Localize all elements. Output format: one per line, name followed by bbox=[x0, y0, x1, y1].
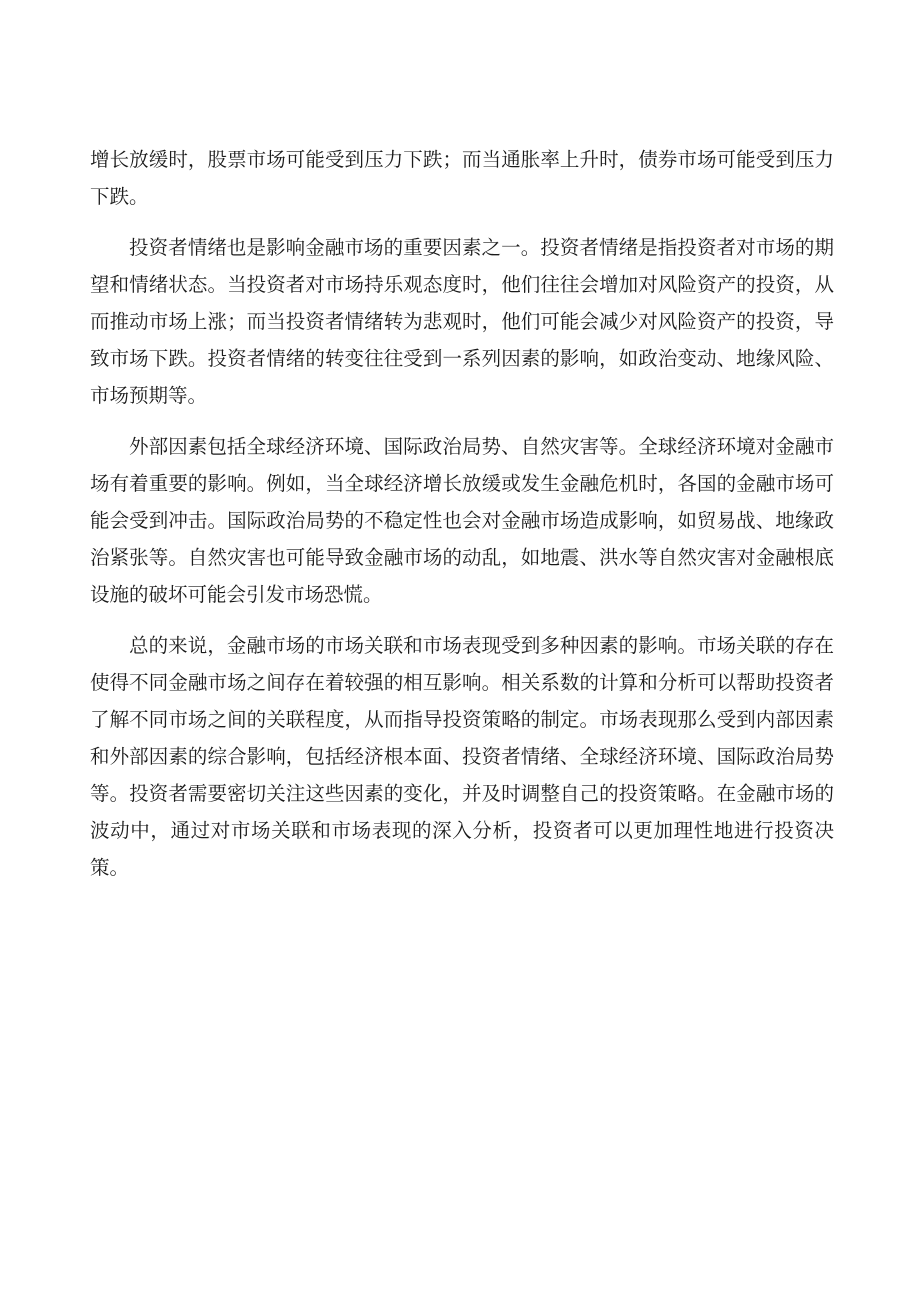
paragraph-investor-sentiment: 投资者情绪也是影响金融市场的重要因素之一。投资者情绪是指投资者对市场的期望和情绪状态。当投资者对市场持乐观态度时，他们往往会增加对风险资产的投资，从而推动市场上涨；而当投资者情绪转为悲观时，他们可能会减少对风险资产的投资，导致市场下跌。投资者情绪的转变往往受到一系列因素的影响，如政治变动、地缘风险、市场预期等。 bbox=[90, 236, 834, 407]
document-body bbox=[90, 141, 834, 900]
paragraph-conclusion: 总的来说，金融市场的市场关联和市场表现受到多种因素的影响。市场关联的存在使得不同金融市场之间存在着较强的相互影响。相关系数的计算和分析可以帮助投资者了解不同市场之间的关联程度，从而指导投资策略的制定。市场表现那么受到内部因素和外部因素的综合影响，包括经济根本面、投资者情绪、全球经济环境、国际政治局势等。投资者需要密切关注这些因素的变化，并及时调整自己的投资策略。在金融市场的波动中，通过对市场关联和市场表现的深入分析，投资者可以更加理性地进行投资决策。 bbox=[90, 634, 834, 879]
paragraph-continuation: 增长放缓时，股票市场可能受到压力下跌；而当通胀率上升时，债券市场可能受到压力下跌。 bbox=[90, 148, 834, 208]
paragraph-external-factors: 外部因素包括全球经济环境、国际政治局势、自然灾害等。全球经济环境对金融市场有着重要的影响。例如，当全球经济增长放缓或发生金融危机时，各国的金融市场可能会受到冲击。国际政治局势的不稳定性也会对金融市场造成影响，如贸易战、地缘政治紧张等。自然灾害也可能导致金融市场的动乱，如地震、洪水等自然灾害对金融根底设施的破坏可能会引发市场恐慌。 bbox=[90, 435, 834, 606]
